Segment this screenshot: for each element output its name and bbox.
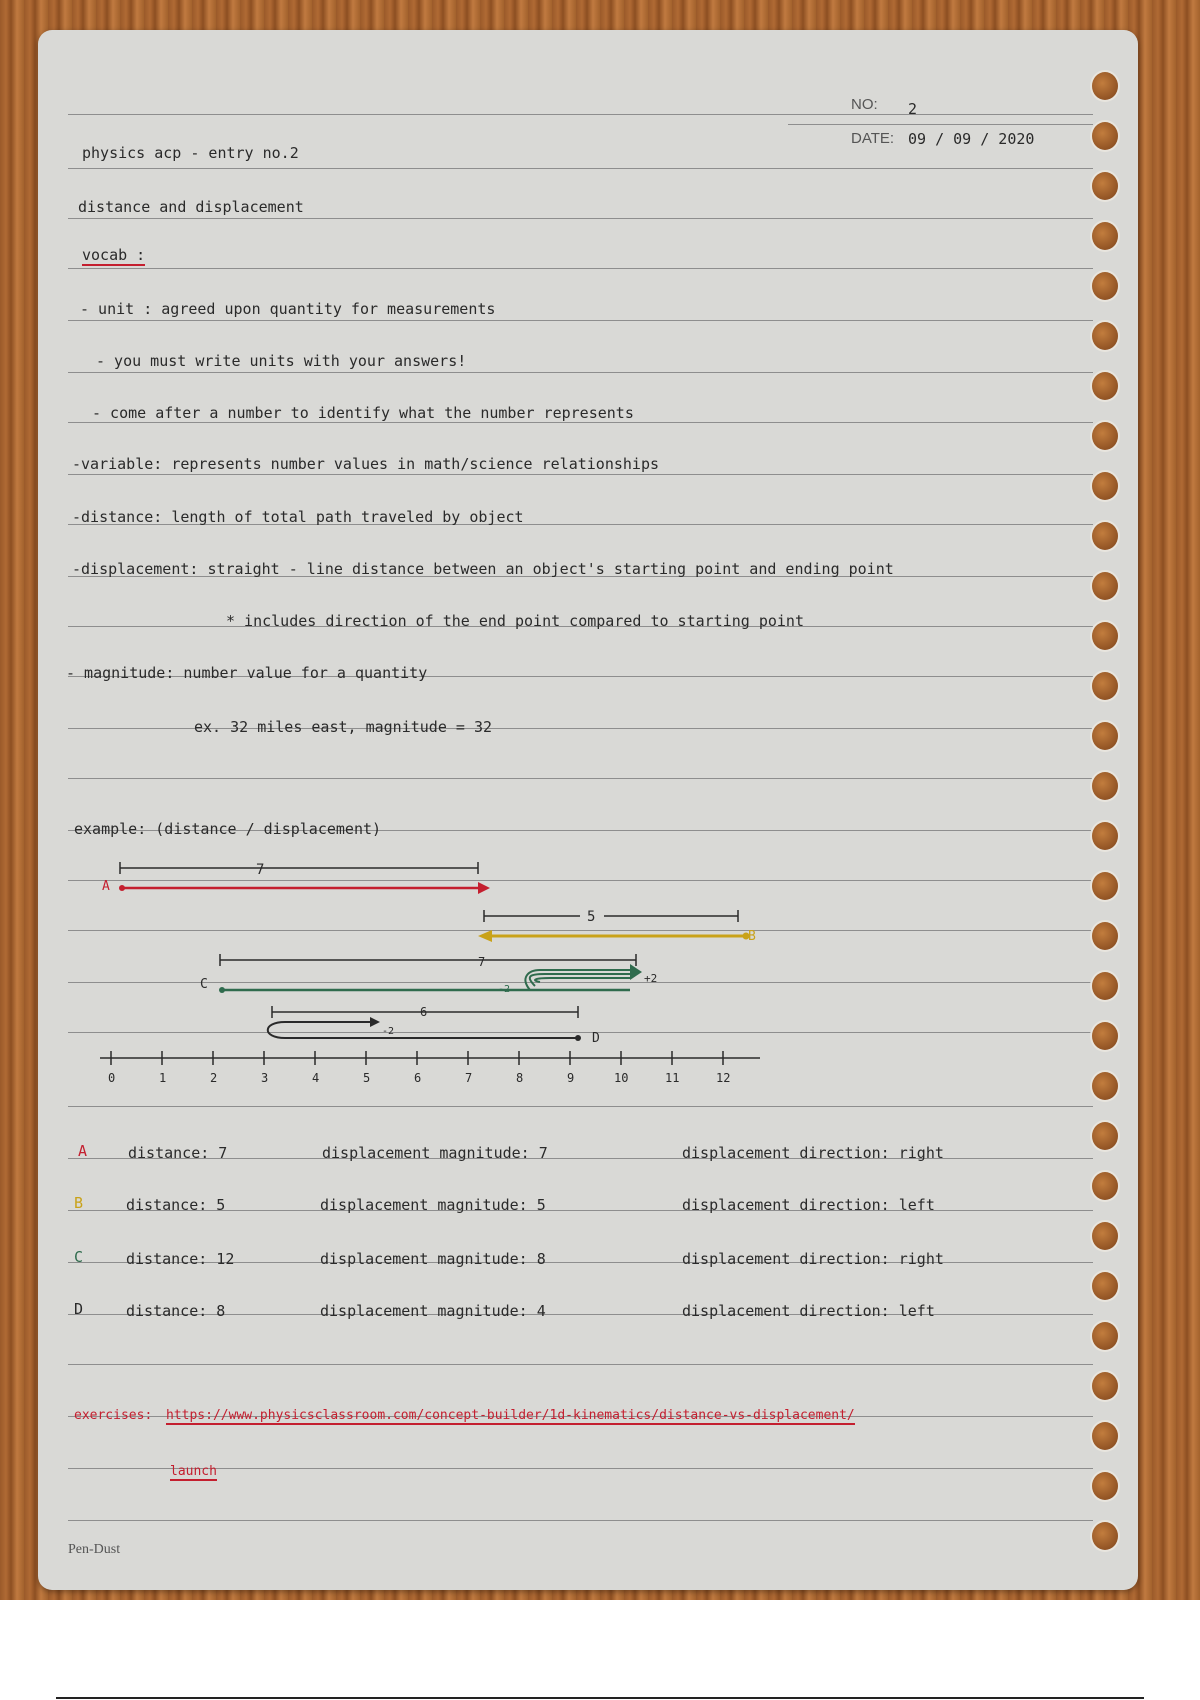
exercises-link[interactable]: https://www.physicsclassroom.com/concept-builder/1d-kinematics/distance-vs-displacement/ <box>166 1408 855 1423</box>
binding-hole <box>1090 820 1120 852</box>
number-line-tick-label: 8 <box>516 1071 524 1085</box>
number-line-tick-label: 5 <box>363 1071 371 1085</box>
path-d <box>268 1022 578 1038</box>
binding-hole <box>1090 120 1120 152</box>
note-displacement: -displacement: straight - line distance between an object's starting point and ending point <box>72 560 894 578</box>
note-write-units: - you must write units with your answers! <box>96 352 467 370</box>
binding-hole <box>1090 620 1120 652</box>
binding-hole <box>1090 520 1120 552</box>
result-c-distance: distance: 12 <box>126 1250 235 1268</box>
binding-hole <box>1090 1470 1120 1502</box>
page-subtitle: distance and displacement <box>78 198 304 216</box>
number-line-tick-label: 11 <box>665 1071 680 1085</box>
binding-hole <box>1090 1120 1120 1152</box>
exercises-launch-link[interactable]: launch <box>170 1464 217 1479</box>
result-d-direction: displacement direction: left <box>682 1302 935 1320</box>
exercises-label: exercises: <box>74 1408 153 1423</box>
binding-hole <box>1090 1370 1120 1402</box>
note-unit: - unit : agreed upon quantity for measurements <box>80 300 496 318</box>
segment-d-length: 6 <box>420 1005 428 1019</box>
binding-hole <box>1090 870 1120 902</box>
date-label: DATE: <box>851 130 895 147</box>
note-come-after: - come after a number to identify what the number represents <box>92 404 634 422</box>
number-line-tick-label: 10 <box>614 1071 629 1085</box>
number-line-tick-label: 7 <box>465 1071 473 1085</box>
note-magnitude: - magnitude: number value for a quantity <box>66 664 428 682</box>
result-a-distance: distance: 7 <box>128 1144 228 1162</box>
number-line-tick-label: 12 <box>716 1071 731 1085</box>
binding-hole <box>1090 370 1120 402</box>
binding-hole <box>1090 220 1120 252</box>
binding-hole <box>1090 920 1120 952</box>
spiral-binding <box>1090 70 1120 1550</box>
number-line-tick-label: 9 <box>567 1071 575 1085</box>
result-a-direction: displacement direction: right <box>682 1144 944 1162</box>
binding-hole <box>1090 770 1120 802</box>
number-line-tick-label: 1 <box>159 1071 167 1085</box>
number-line-tick-label: 6 <box>414 1071 422 1085</box>
number-line-tick-label: 0 <box>108 1071 116 1085</box>
label-c: C <box>200 977 208 992</box>
result-c-direction: displacement direction: right <box>682 1250 944 1268</box>
note-variable: -variable: represents number values in math/science relationships <box>72 455 659 473</box>
result-d-label: D <box>74 1300 84 1318</box>
note-example: ex. 32 miles east, magnitude = 32 <box>194 718 493 736</box>
result-c-label: C <box>74 1248 84 1266</box>
binding-hole <box>1090 1320 1120 1352</box>
page-title: physics acp - entry no.2 <box>82 144 299 162</box>
result-a-label: A <box>78 1142 88 1160</box>
label-c-plus2: +2 <box>644 972 658 985</box>
binding-hole <box>1090 70 1120 102</box>
result-b-distance: distance: 5 <box>126 1196 226 1214</box>
binding-hole <box>1090 670 1120 702</box>
binding-hole <box>1090 720 1120 752</box>
binding-hole <box>1090 1270 1120 1302</box>
segment-c-length: 7 <box>478 955 486 969</box>
result-b-label: B <box>74 1194 84 1212</box>
binding-hole <box>1090 970 1120 1002</box>
binding-hole <box>1090 320 1120 352</box>
result-d-distance: distance: 8 <box>126 1302 226 1320</box>
result-b-direction: displacement direction: left <box>682 1196 935 1214</box>
binding-hole <box>1090 1020 1120 1052</box>
label-c-minus2: -2 <box>498 984 511 995</box>
no-label: NO: <box>851 96 878 113</box>
result-c-magnitude: displacement magnitude: 8 <box>320 1250 546 1268</box>
binding-hole <box>1090 420 1120 452</box>
label-a: A <box>102 879 110 894</box>
result-b-magnitude: displacement magnitude: 5 <box>320 1196 546 1214</box>
result-a-magnitude: displacement magnitude: 7 <box>322 1144 548 1162</box>
segment-a-length: 7 <box>256 862 265 878</box>
binding-hole <box>1090 1220 1120 1252</box>
notebook-brand: Pen-Dust <box>68 1542 121 1557</box>
number-line-tick-label: 4 <box>312 1071 320 1085</box>
binding-hole <box>1090 1170 1120 1202</box>
label-d-minus2: -2 <box>382 1026 395 1037</box>
no-value: 2 <box>908 100 918 118</box>
note-distance: -distance: length of total path traveled by object <box>72 508 524 526</box>
label-b: B <box>748 929 756 944</box>
vocab-heading: vocab : <box>82 246 146 264</box>
binding-hole <box>1090 270 1120 302</box>
label-d: D <box>592 1031 600 1046</box>
number-line-tick-label: 3 <box>261 1071 269 1085</box>
binding-hole <box>1090 570 1120 602</box>
binding-hole <box>1090 1520 1120 1552</box>
binding-hole <box>1090 1420 1120 1452</box>
number-line-ticks <box>108 1051 730 1085</box>
segment-b-length: 5 <box>587 909 596 925</box>
result-d-magnitude: displacement magnitude: 4 <box>320 1302 546 1320</box>
note-includes-direction: * includes direction of the end point compared to starting point <box>226 612 804 630</box>
date-value: 09 / 09 / 2020 <box>908 130 1035 148</box>
example-heading: example: (distance / displacement) <box>74 820 382 838</box>
page-footer-rule <box>56 1697 1144 1699</box>
binding-hole <box>1090 470 1120 502</box>
binding-hole <box>1090 1070 1120 1102</box>
binding-hole <box>1090 170 1120 202</box>
number-line-tick-label: 2 <box>210 1071 218 1085</box>
